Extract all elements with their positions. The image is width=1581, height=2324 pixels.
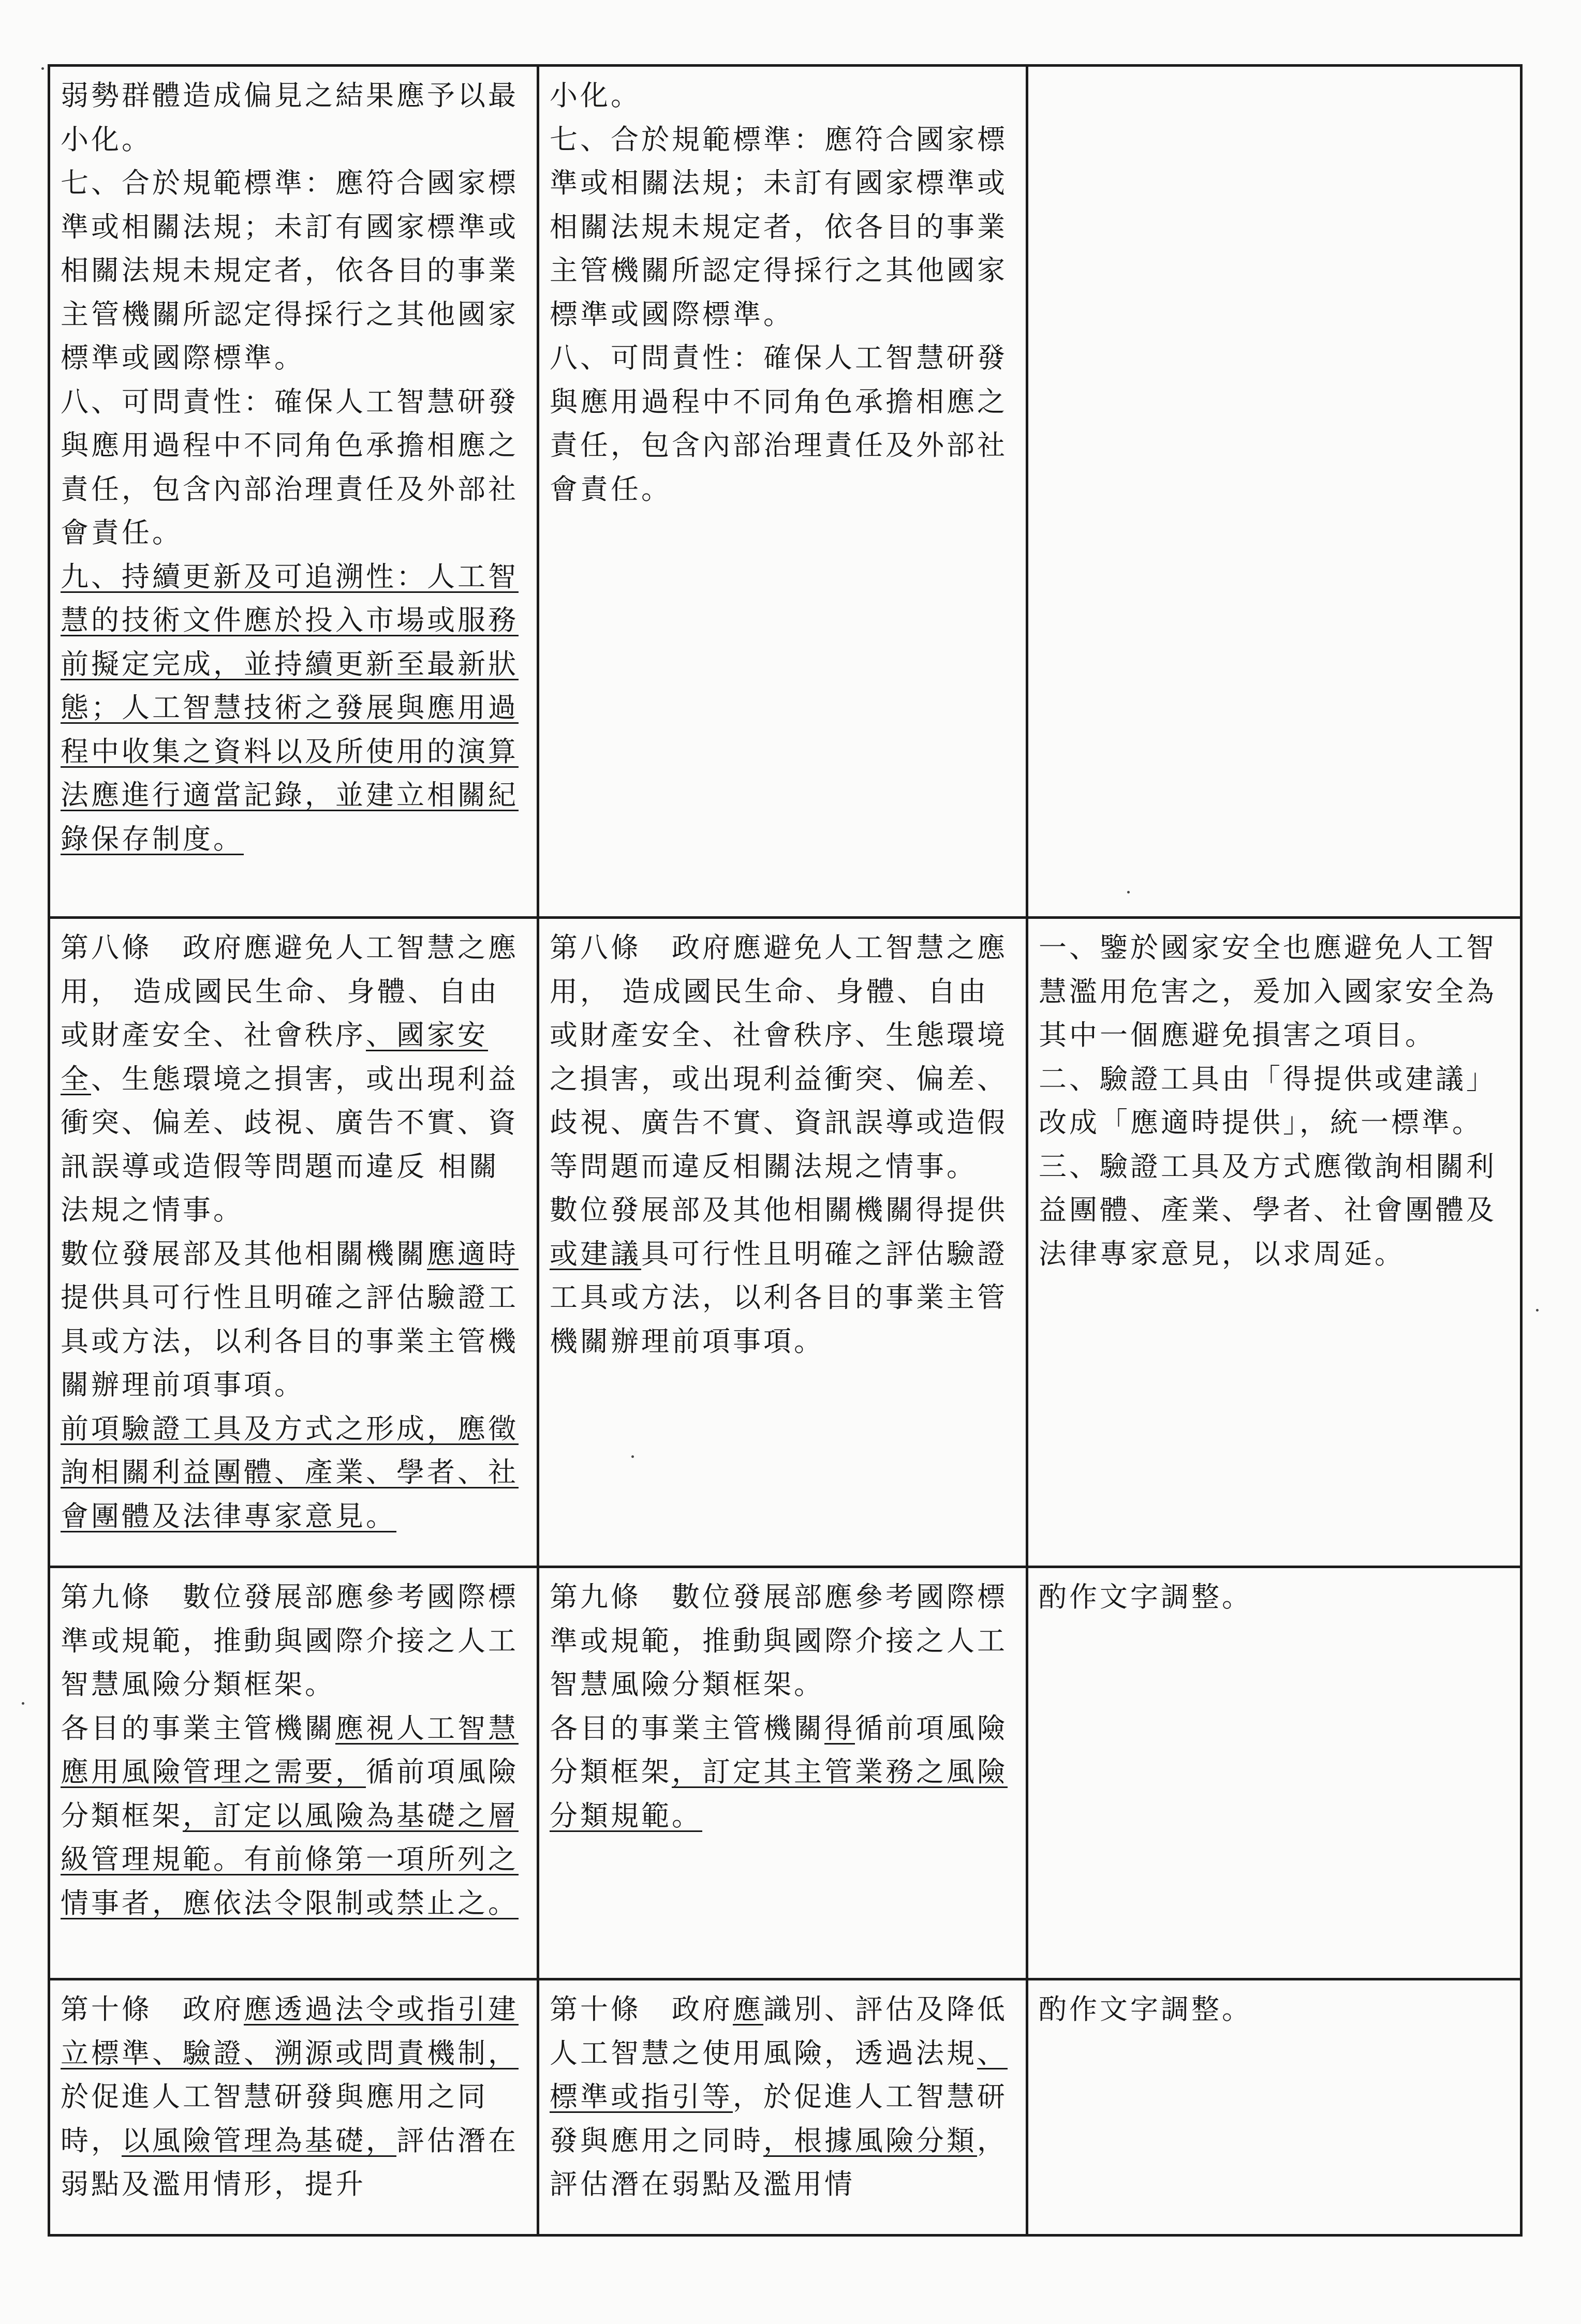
explanation-cell — [1027, 1979, 1521, 2236]
text-run: ，於促進人工智慧研發與應用之同時 — [550, 2080, 1008, 2157]
text-run: 一、鑒於國家安全也應避免人工智慧濫用危害之，爰加入國家安全為其中一個應避免損害之項目。 — [1039, 931, 1497, 1051]
cell-paragraph — [550, 336, 1016, 511]
table-row — [49, 1567, 1521, 1979]
explanation-cell — [1027, 918, 1521, 1567]
cell-paragraph — [61, 380, 527, 555]
text-run: 七、合於規範標準：應符合國家標準或相關法規；未訂有國家標準或相關法規未規定者，依各目的事業主管機關所認定得採行之其他國家標準或國際標準。 — [550, 123, 1008, 331]
text-run: 提供具可行性且明確之評估驗證工具或方法，以利各目的事業主管機關辦理前項事項。 — [61, 1281, 519, 1401]
text-run: 八、可問責性：確保人工智慧研發與應用過程中不同角色承擔相應之責任，包含內部治理責任及外部社會責任。 — [550, 341, 1008, 505]
underlined-text: 以風險管理為基礎， — [122, 2124, 396, 2157]
text-run: 小化。 — [550, 79, 641, 112]
text-run: 數位發展部及其他相關機關得提供 — [550, 1194, 1008, 1226]
underlined-text: 應透過法令或指引建立標準、驗證、溯源或問責機制， — [61, 1993, 519, 2069]
underlined-text: 應視人工智慧應用風險管理之需要， — [61, 1711, 519, 1788]
cell-paragraph — [1039, 1145, 1511, 1276]
underlined-text: 得 — [824, 1711, 855, 1745]
scan-speck — [41, 67, 44, 70]
text-run: 各目的事業主管機關 — [550, 1711, 824, 1745]
text-run: 第十條 政府 — [61, 1993, 244, 2025]
cell-paragraph — [550, 1988, 1016, 2207]
amended-text-cell — [49, 918, 538, 1567]
cell-paragraph — [61, 1407, 527, 1539]
cell-paragraph — [61, 161, 527, 380]
text-run: 具可行性且明確之評估驗證工具或方法，以利各目的事業主管機關辦理前項事項。 — [550, 1237, 1008, 1358]
text-run: 、生態環境之損害，或出現利益衝突、偏差、歧視、廣告不實、資訊誤導或造假等問題而違反 相關法規之情事。 — [61, 1062, 519, 1226]
amended-text-cell — [49, 66, 538, 918]
underlined-text: ，根據風險分類 — [763, 2124, 977, 2157]
scan-speck — [22, 1702, 24, 1705]
cell-paragraph — [1039, 1057, 1511, 1145]
table-row — [49, 66, 1521, 918]
comparison-table — [48, 64, 1523, 2237]
cell-paragraph — [61, 926, 527, 1232]
cell-paragraph — [1039, 1988, 1511, 2032]
text-run: 第十條 政府 — [550, 1993, 733, 2025]
original-text-cell — [538, 918, 1027, 1567]
text-run: 酌作文字調整。 — [1039, 1581, 1252, 1613]
text-run: 酌作文字調整。 — [1039, 1993, 1252, 2025]
explanation-cell — [1027, 1567, 1521, 1979]
text-run: 循前項風險分類框架 — [550, 1711, 1008, 1788]
text-run: 識別、評估及降低人工智慧之使用風險，透過法規 — [550, 1993, 1008, 2069]
underlined-text: 或建議 — [550, 1237, 641, 1270]
text-run: 循前項風險分類框架 — [61, 1755, 519, 1832]
text-run: 八、可問責性：確保人工智慧研發與應用過程中不同角色承擔相應之責任，包含內部治理責任及外部社會責任。 — [61, 385, 519, 549]
cell-paragraph — [550, 118, 1016, 337]
cell-paragraph — [550, 926, 1016, 1188]
cell-paragraph — [61, 1232, 527, 1407]
cell-paragraph — [61, 1988, 527, 2207]
underlined-text: 應適時 — [427, 1237, 519, 1270]
underlined-text: 前項驗證工具及方式之形成，應徵詢相關利益團體、產業、學者、社會團體及法律專家意見。 — [61, 1412, 519, 1532]
scan-speck — [1536, 1309, 1539, 1312]
text-run: 第八條 政府應避免人工智慧之應用， 造成國民生命、身體、自由或財產安全、社會秩序 — [61, 931, 519, 1051]
text-run: 各目的事業主管機關 — [61, 1711, 335, 1745]
original-text-cell — [538, 1567, 1027, 1979]
cell-paragraph — [550, 1707, 1016, 1838]
cell-paragraph — [550, 1575, 1016, 1707]
cell-paragraph — [1039, 926, 1511, 1057]
underlined-text: ，訂定以風險為基礎之層級管理規範。有前條第一項所列之情事者，應依法令限制或禁止之。 — [61, 1799, 519, 1919]
cell-paragraph — [1039, 1575, 1511, 1619]
original-text-cell — [538, 66, 1027, 918]
amended-text-cell — [49, 1567, 538, 1979]
cell-paragraph — [61, 555, 527, 861]
table-row — [49, 1979, 1521, 2236]
text-run: 數位發展部及其他相關機關 — [61, 1237, 427, 1270]
text-run: 於促進人工智慧研發與應用之同時， — [61, 2080, 488, 2157]
text-run: 七、合於規範標準：應符合國家標準或相關法規；未訂有國家標準或相關法規未規定者，依各目的事業主管機關所認定得採行之其他國家標準或國際標準。 — [61, 167, 519, 374]
text-run: 第九條 數位發展部應參考國際標準或規範，推動與國際介接之人工智慧風險分類框架。 — [550, 1581, 1008, 1701]
text-run: 三、驗證工具及方式應徵詢相關利益團體、產業、學者、社會團體及法律專家意見，以求周延。 — [1039, 1150, 1497, 1270]
cell-paragraph — [61, 1575, 527, 1707]
text-run: 第九條 數位發展部應參考國際標準或規範，推動與國際介接之人工智慧風險分類框架。 — [61, 1581, 519, 1701]
text-run: 弱勢群體造成偏見之結果應予以最小化。 — [61, 79, 519, 156]
original-text-cell — [538, 1979, 1027, 2236]
explanation-cell — [1027, 66, 1521, 918]
text-run: 第八條 政府應避免人工智慧之應用， 造成國民生命、身體、自由或財產安全、社會秩序、生態環境之損害，或出現利益衝突、偏差、歧視、廣告不實、資訊誤導或造假等問題而違反相關法規之情事。 — [550, 931, 1008, 1183]
cell-paragraph — [550, 74, 1016, 118]
cell-paragraph — [61, 1707, 527, 1926]
table-row — [49, 918, 1521, 1567]
text-run: 二、驗證工具由「得提供或建議」改成「應適時提供」，統一標準。 — [1039, 1062, 1497, 1139]
underlined-text: 應 — [733, 1993, 763, 2025]
cell-paragraph — [61, 74, 527, 161]
underlined-text: 九、持續更新及可追溯性：人工智慧的技術文件應於投入市場或服務前擬定完成，並持續更新至最新狀態；人工智慧技術之發展與應用過程中收集之資料以及所使用的演算法應進行適當記錄，並建立相關紀錄保存制度。 — [61, 560, 519, 855]
amended-text-cell — [49, 1979, 538, 2236]
text-run: ，評估潛在弱點及濫用情 — [550, 2124, 1008, 2200]
text-run: 評估潛在弱點及濫用情形，提升 — [61, 2124, 519, 2200]
underlined-text: ，訂定其主管業務之風險分類規範。 — [550, 1755, 1008, 1832]
underlined-text: 、國家安全 — [61, 1019, 488, 1095]
underlined-text: 、標準或指引等 — [550, 2036, 1008, 2113]
cell-paragraph — [550, 1188, 1016, 1363]
